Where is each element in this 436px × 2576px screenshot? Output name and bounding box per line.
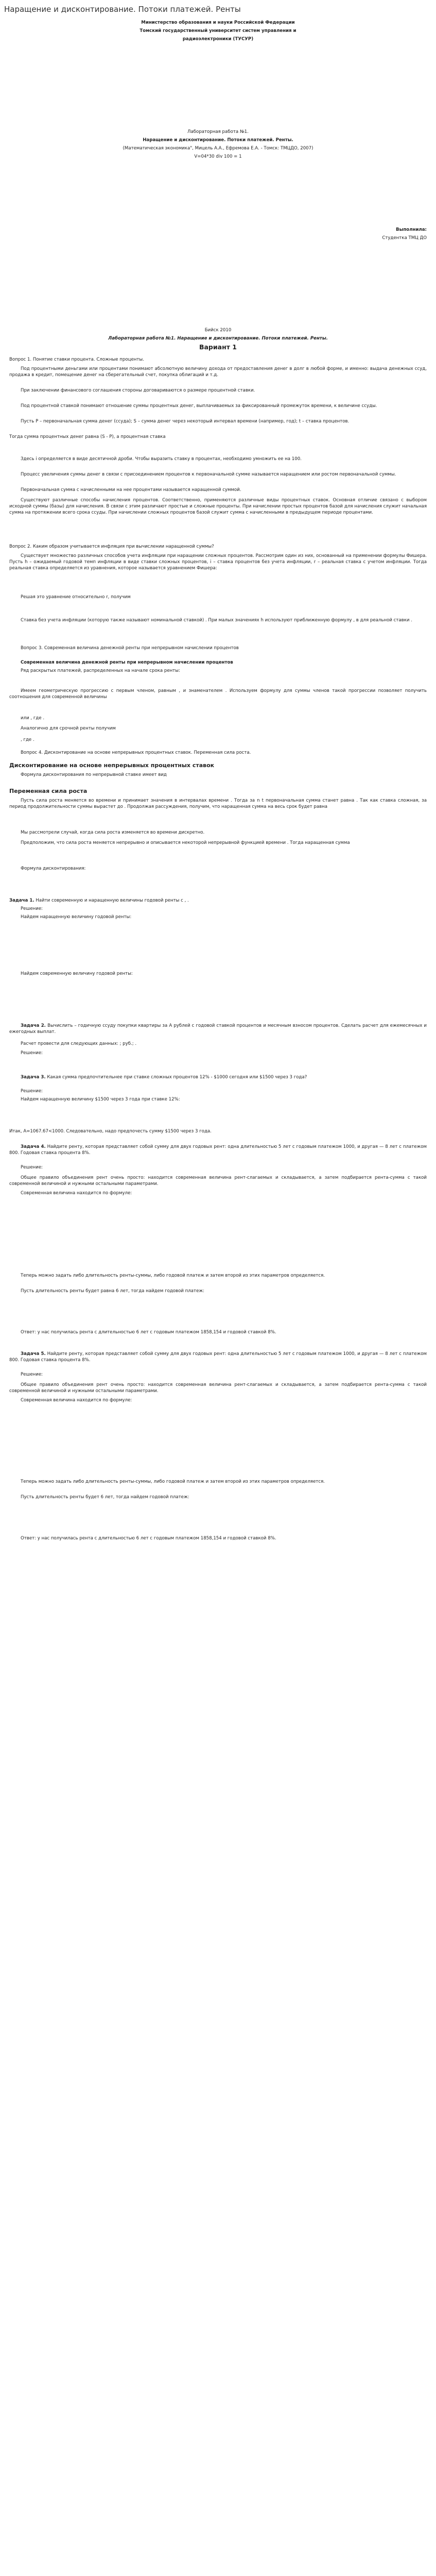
task-2-answer: Расчет провести для следующих данных: ; руб.; . <box>21 1041 137 1046</box>
q4-paragraph-4: Предположим, что сила роста меняется непрерывно и описывается некоторой непрерывной функцией времени . Тогда наращенная сумма <box>21 840 350 845</box>
q1-heading: Вопрос 1. Понятие ставки процента. Сложные проценты. <box>9 357 144 362</box>
task-4-text: Найдите ренту, которая представляет собой сумму для двух годовых рент: одна длительностью 5 лет с годовым платежом 1000, и другая — 8 лет с платежом 800. Годовая ставка процента 8%. <box>9 1144 427 1156</box>
q2-paragraph-1: Существует множество различных способов учета инфляции при наращении сложных процентов. Рассмотрим один из них, основанный на применении формулы Фишера. Пусть h – ожидаемый годовой темп инфляции в виде ставки сложных процентов, i – ставка процентов без учета инфляции, r – реальная ставка с учетом инфляции. Тогда реальная ставка определяется из уравнения, которое называется уравнением Фишера: <box>9 553 427 571</box>
q4-subheading-2: Переменная сила роста <box>9 788 88 794</box>
university-line-2: радиоэлектроники (ТУСУР) <box>182 37 254 42</box>
task-1 <box>9 897 427 904</box>
q3-paragraph-5: , где . <box>21 737 34 742</box>
task-5-paragraph-4: Пусть длительность ренты будет 6 лет, тогда найдем годовой платеж: <box>21 1495 189 1500</box>
task-3-solution: Решение: <box>21 1089 43 1094</box>
task-4-paragraph-4: Пусть длительность ренты будет равна 6 лет, тогда найдем годовой платеж: <box>21 1289 204 1294</box>
q1-paragraph-7: Процесс увеличения суммы денег в связи с присоединением процентов к первоначальной сумме называется наращением или ростом первоначальной суммы. <box>21 472 396 477</box>
task-4-solution: Решение: <box>21 1165 43 1170</box>
q4-heading: Вопрос 4. Дисконтирование на основе непрерывных процентных ставок. Переменная сила роста. <box>21 750 251 755</box>
task-4-paragraph-3: Теперь можно задать либо длительность ренты-суммы, либо годовой платеж и затем второй из этих параметров определяется. <box>21 1273 325 1278</box>
task-5-paragraph-3: Теперь можно задать либо длительность ренты-суммы, либо годовой платеж и затем второй из этих параметров определяется. <box>21 1479 325 1484</box>
task-3-label: Задача 3. <box>21 1075 46 1080</box>
task-5-label: Задача 5. <box>21 1351 46 1357</box>
q3-paragraph-4: Аналогично для срочной ренты получим <box>21 726 116 731</box>
q1-paragraph-8: Первоначальная сумма с начисленными на нее процентами называется наращенной суммой. <box>21 487 241 493</box>
task-4-answer: Ответ: у нас получилась рента с длительностью 6 лет с годовым платежом 1858,154 и годовой ставкой 8%. <box>21 1330 276 1335</box>
lab-title: Лабораторная работа №1. <box>187 129 249 134</box>
task-2-label: Задача 2. <box>21 1023 46 1028</box>
task-5-solution: Решение: <box>21 1372 43 1377</box>
q1-paragraph-9: Существуют различные способы начисления процентов. Соответственно, применяются различные виды процентных ставок. Основная отличие связано с выбором исходной суммы (базы) для начисления. В связи с этим различают простые и сложные проценты. При начислении простых процентов базой для начисления служит начальная сумма на протяжении всего срока ссуды. При начислении сложных процентов базой служит сумма с начисленными в предыдущем периоде процентами. <box>9 498 427 515</box>
student-label: Студентка ТМЦ ДО <box>382 235 427 241</box>
task-3-answer: Итак, A=1067.67<1000. Следовательно, надо предпочесть сумму $1500 через 3 года. <box>9 1129 212 1134</box>
q4-paragraph-1: Формула дисконтирования по непрерывной ставке имеет вид <box>21 772 167 777</box>
q2-heading: Вопрос 2. Каким образом учитывается инфляция при вычислении наращенной суммы? <box>9 544 214 549</box>
task-4-paragraph-2: Современная величина находится по формуле: <box>21 1191 132 1196</box>
city-year: Бийск 2010 <box>204 328 232 333</box>
task-1-solution: Решение: <box>21 906 43 911</box>
lab-subtitle: Наращение и дисконтирование. Потоки платежей. Ренты. <box>143 138 293 143</box>
task-1-label: Задача 1. <box>9 898 34 903</box>
q1-paragraph-4: Пусть P – первоначальная сумма денег (ссуда); S – сумма денег через некоторый интервал времени (например, год); t – ставка процентов. <box>21 419 350 424</box>
variant-formula: V=04*30 div 100 = 1 <box>194 154 242 159</box>
task-2 <box>9 1023 427 1035</box>
task-5 <box>9 1351 427 1363</box>
task-4 <box>9 1144 427 1156</box>
ministry-line: Министерство образования и науки Российской Федерации <box>141 20 295 25</box>
q3-paragraph-3: или , где . <box>21 716 45 721</box>
task-2-text: Вычислить – годичную ссуду покупки квартиры за А рублей с годовой ставкой процентов и месячным взносом процентов. Сделать расчет для ежемесячных и ежегодных выплат. <box>9 1023 427 1035</box>
task-5-paragraph-2: Современная величина находится по формуле: <box>21 1398 132 1403</box>
task-1-find-1: Найдем наращенную величину годовой ренты: <box>21 914 132 920</box>
q1-paragraph-3: Под процентной ставкой понимают отношение суммы процентных денег, выплачиваемых за фиксированный промежуток времени, к величине ссуды. <box>21 403 377 409</box>
page-title: Наращение и дисконтирование. Потоки платежей. Ренты <box>4 5 241 14</box>
lab-source: (Математическая экономика", Мицель А.А., Ефремова Е.А. - Томск: ТМЦДО, 2007) <box>123 146 313 151</box>
task-4-label: Задача 4. <box>21 1144 46 1149</box>
q1-paragraph-6: Здесь i определяется в виде десятичной дроби. Чтобы выразить ставку в процентах, необходимо умножить ее на 100. <box>21 456 302 462</box>
q4-subheading-1: Дисконтирование на основе непрерывных процентных ставок <box>9 762 215 769</box>
variant-heading: Вариант 1 <box>199 343 237 351</box>
task-3-paragraph-1: Найдем наращенную величину $1500 через 3 года при ставке 12%: <box>21 1097 180 1102</box>
done-by-label: Выполнила: <box>396 227 427 232</box>
q3-subheading: Современная величина денежной ренты при непрерывном начислении процентов <box>21 660 233 665</box>
q4-paragraph-5: Формула дисконтирования: <box>21 866 86 871</box>
university-line: Томский государственный университет систем управления и <box>139 28 297 33</box>
task-5-text: Найдите ренту, которая представляет собой сумму для двух годовых рент: одна длительностью 5 лет с годовым платежом 1000, и другая — 8 лет с платежом 800. Годовая ставка процента 8%. <box>9 1351 427 1363</box>
q3-paragraph-1: Ряд раскрытых платежей, распределенных на начале срока ренты: <box>21 668 180 673</box>
task-2-solution: Решение: <box>21 1050 43 1056</box>
q3-heading: Вопрос 3. Современная величина денежной ренты при непрерывном начислении процентов <box>21 646 239 651</box>
q1-paragraph-5: Тогда сумма процентных денег равна (S - P), а процентная ставка <box>9 434 166 439</box>
q2-paragraph-3: Ставка без учета инфляции (которую также называют номинальной ставкой) . При малых значениях h используют приближенную формулу , в для реальной ставки . <box>21 618 412 623</box>
task-5-answer: Ответ: у нас получилась рента с длительностью 6 лет с годовым платежом 1858,154 и годовой ставкой 8%. <box>21 1536 276 1541</box>
task-5-paragraph-1: Общее правило объединения рент очень просто: находится современная величина рент-слагаемых и складывается, а затем подбирается рента-сумма с такой современной величиной и нужными остальными параметрами. <box>9 1382 427 1394</box>
task-3-text: Какая сумма предпочтительнее при ставке сложных процентов 12% - $1000 сегодня или $1500 через 3 года? <box>47 1075 307 1080</box>
task-1-find-2: Найдем современную величину годовой ренты: <box>21 971 133 976</box>
q4-paragraph-3: Мы рассмотрели случай, когда сила роста изменяется во времени дискретно. <box>21 830 205 835</box>
q1-paragraph-2: При заключении финансового соглашения стороны договариваются о размере процентной ставки. <box>21 388 255 393</box>
q3-paragraph-2: Имеем геометрическую прогрессию с первым членом, равным , и знаменателем . Используем формулу для суммы членов такой прогрессии позволяет получить соотношения для современной величины <box>9 688 427 700</box>
q4-paragraph-2: Пусть сила роста меняется во времени и принимает значения в интервалах времени . Тогда за n t первоначальная сумма станет равна . Так как ставка сложная, за период продолжительности суммы вырастет до . Продолжая рассуждения, получим, что наращенная сумма на весь срок будет равна <box>9 798 427 809</box>
task-3 <box>9 1074 427 1080</box>
q2-paragraph-2: Решая это уравнение относительно r, получим <box>21 595 131 600</box>
lab-heading: Лабораторная работа №1. Наращение и дисконтирование. Потоки платежей. Ренты. <box>108 336 328 341</box>
q1-paragraph-1: Под процентными деньгами или процентами понимают абсолютную величину дохода от предоставления денег в долг в любой форме, и именно: выдача денежных ссуд, продажа в кредит, помещение денег на сберегательный счет, покупка облигаций и т.д. <box>9 366 427 378</box>
task-4-paragraph-1: Общее правило объединения рент очень просто: находится современная величина рент-слагаемых и складывается, а затем подбирается рента-сумма с такой современной величиной и нужными остальными параметрами. <box>9 1175 427 1187</box>
task-1-text: Найти современную и наращенную величины годовой ренты с , . <box>36 898 189 903</box>
